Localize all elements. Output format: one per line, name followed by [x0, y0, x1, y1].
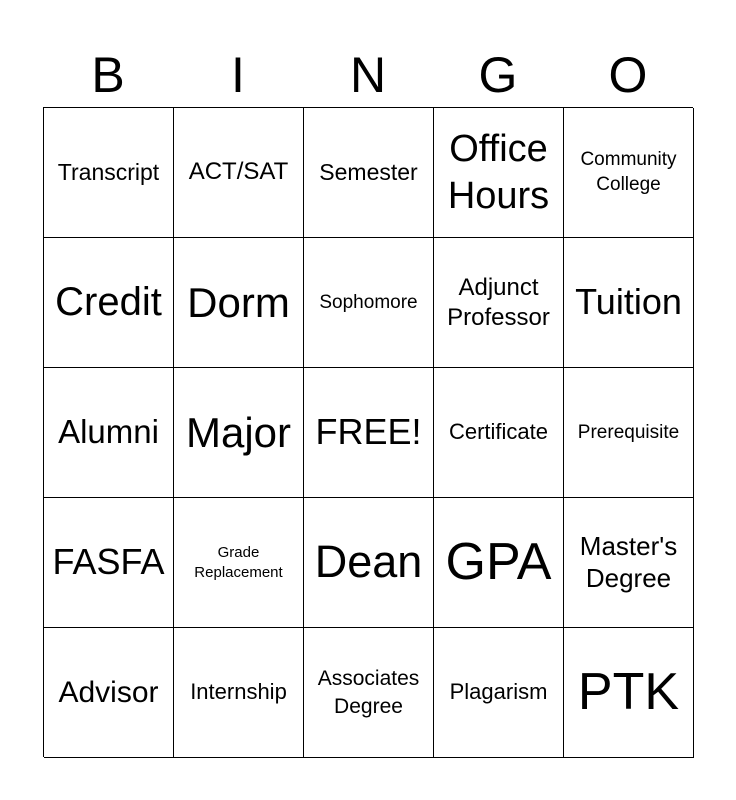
bingo-cell-r3-c2[interactable]: [174, 368, 304, 498]
cell-text: Internship: [190, 679, 287, 705]
bingo-cell-r1-c3[interactable]: [304, 108, 434, 238]
bingo-cell-r1-c2[interactable]: [174, 108, 304, 238]
bingo-cell-r5-c2[interactable]: [174, 628, 304, 758]
cell-text: Semester: [319, 158, 418, 185]
bingo-cell-r1-c4[interactable]: [434, 108, 564, 238]
cell-text: Office Hours: [447, 128, 550, 217]
cell-text: Adjunct Professor: [447, 274, 550, 331]
bingo-header: [43, 44, 693, 106]
cell-text: Transcript: [57, 158, 160, 185]
cell-text: Plagarism: [449, 679, 548, 705]
cell-text: FASFA: [52, 541, 165, 583]
header-letter-i: I: [231, 47, 245, 103]
bingo-cell-r1-c1[interactable]: [44, 108, 174, 238]
bingo-cell-r3-c5[interactable]: [564, 368, 694, 498]
cell-text: Dorm: [187, 278, 290, 326]
cell-text: Dean: [314, 536, 423, 588]
cell-text: PTK: [577, 663, 680, 722]
cell-text: Associates Degree: [317, 667, 420, 718]
cell-text: Tuition: [575, 281, 682, 323]
bingo-cell-r4-c1[interactable]: [44, 498, 174, 628]
bingo-cell-r4-c4[interactable]: [434, 498, 564, 628]
bingo-cell-r4-c2[interactable]: [174, 498, 304, 628]
cell-text: Grade Replacement: [194, 544, 283, 581]
bingo-cell-r3-c3[interactable]: [304, 368, 434, 498]
cell-text: Prerequisite: [577, 421, 680, 443]
bingo-cell-r2-c5[interactable]: [564, 238, 694, 368]
header-letter-g: G: [478, 47, 518, 103]
bingo-cell-r5-c1[interactable]: [44, 628, 174, 758]
cell-text: Credit: [55, 280, 162, 325]
bingo-cell-r4-c3[interactable]: [304, 498, 434, 628]
cell-text: FREE!: [315, 411, 422, 453]
bingo-board: [43, 107, 693, 757]
bingo-cell-r2-c4[interactable]: [434, 238, 564, 368]
bingo-cell-r4-c5[interactable]: [564, 498, 694, 628]
cell-text: Certificate: [448, 419, 549, 445]
bingo-cell-r3-c1[interactable]: [44, 368, 174, 498]
header-letter-n: N: [349, 47, 387, 103]
cell-text: Advisor: [58, 675, 159, 709]
bingo-cell-r3-c4[interactable]: [434, 368, 564, 498]
bingo-cell-r2-c3[interactable]: [304, 238, 434, 368]
header-letter-o: O: [608, 47, 648, 103]
cell-text: GPA: [445, 533, 552, 592]
bingo-cell-r5-c5[interactable]: [564, 628, 694, 758]
bingo-cell-r5-c4[interactable]: [434, 628, 564, 758]
cell-text: Master's Degree: [579, 530, 678, 593]
bingo-cell-r2-c2[interactable]: [174, 238, 304, 368]
header-letter-b: B: [91, 47, 125, 103]
cell-text: Alumni: [58, 413, 159, 451]
bingo-cell-r2-c1[interactable]: [44, 238, 174, 368]
cell-text: Major: [185, 408, 292, 456]
bingo-cell-r1-c5[interactable]: [564, 108, 694, 238]
cell-text: Sophomore: [319, 291, 418, 313]
cell-text: ACT/SAT: [188, 158, 289, 186]
bingo-cell-r5-c3[interactable]: [304, 628, 434, 758]
cell-text: Community College: [580, 148, 677, 195]
